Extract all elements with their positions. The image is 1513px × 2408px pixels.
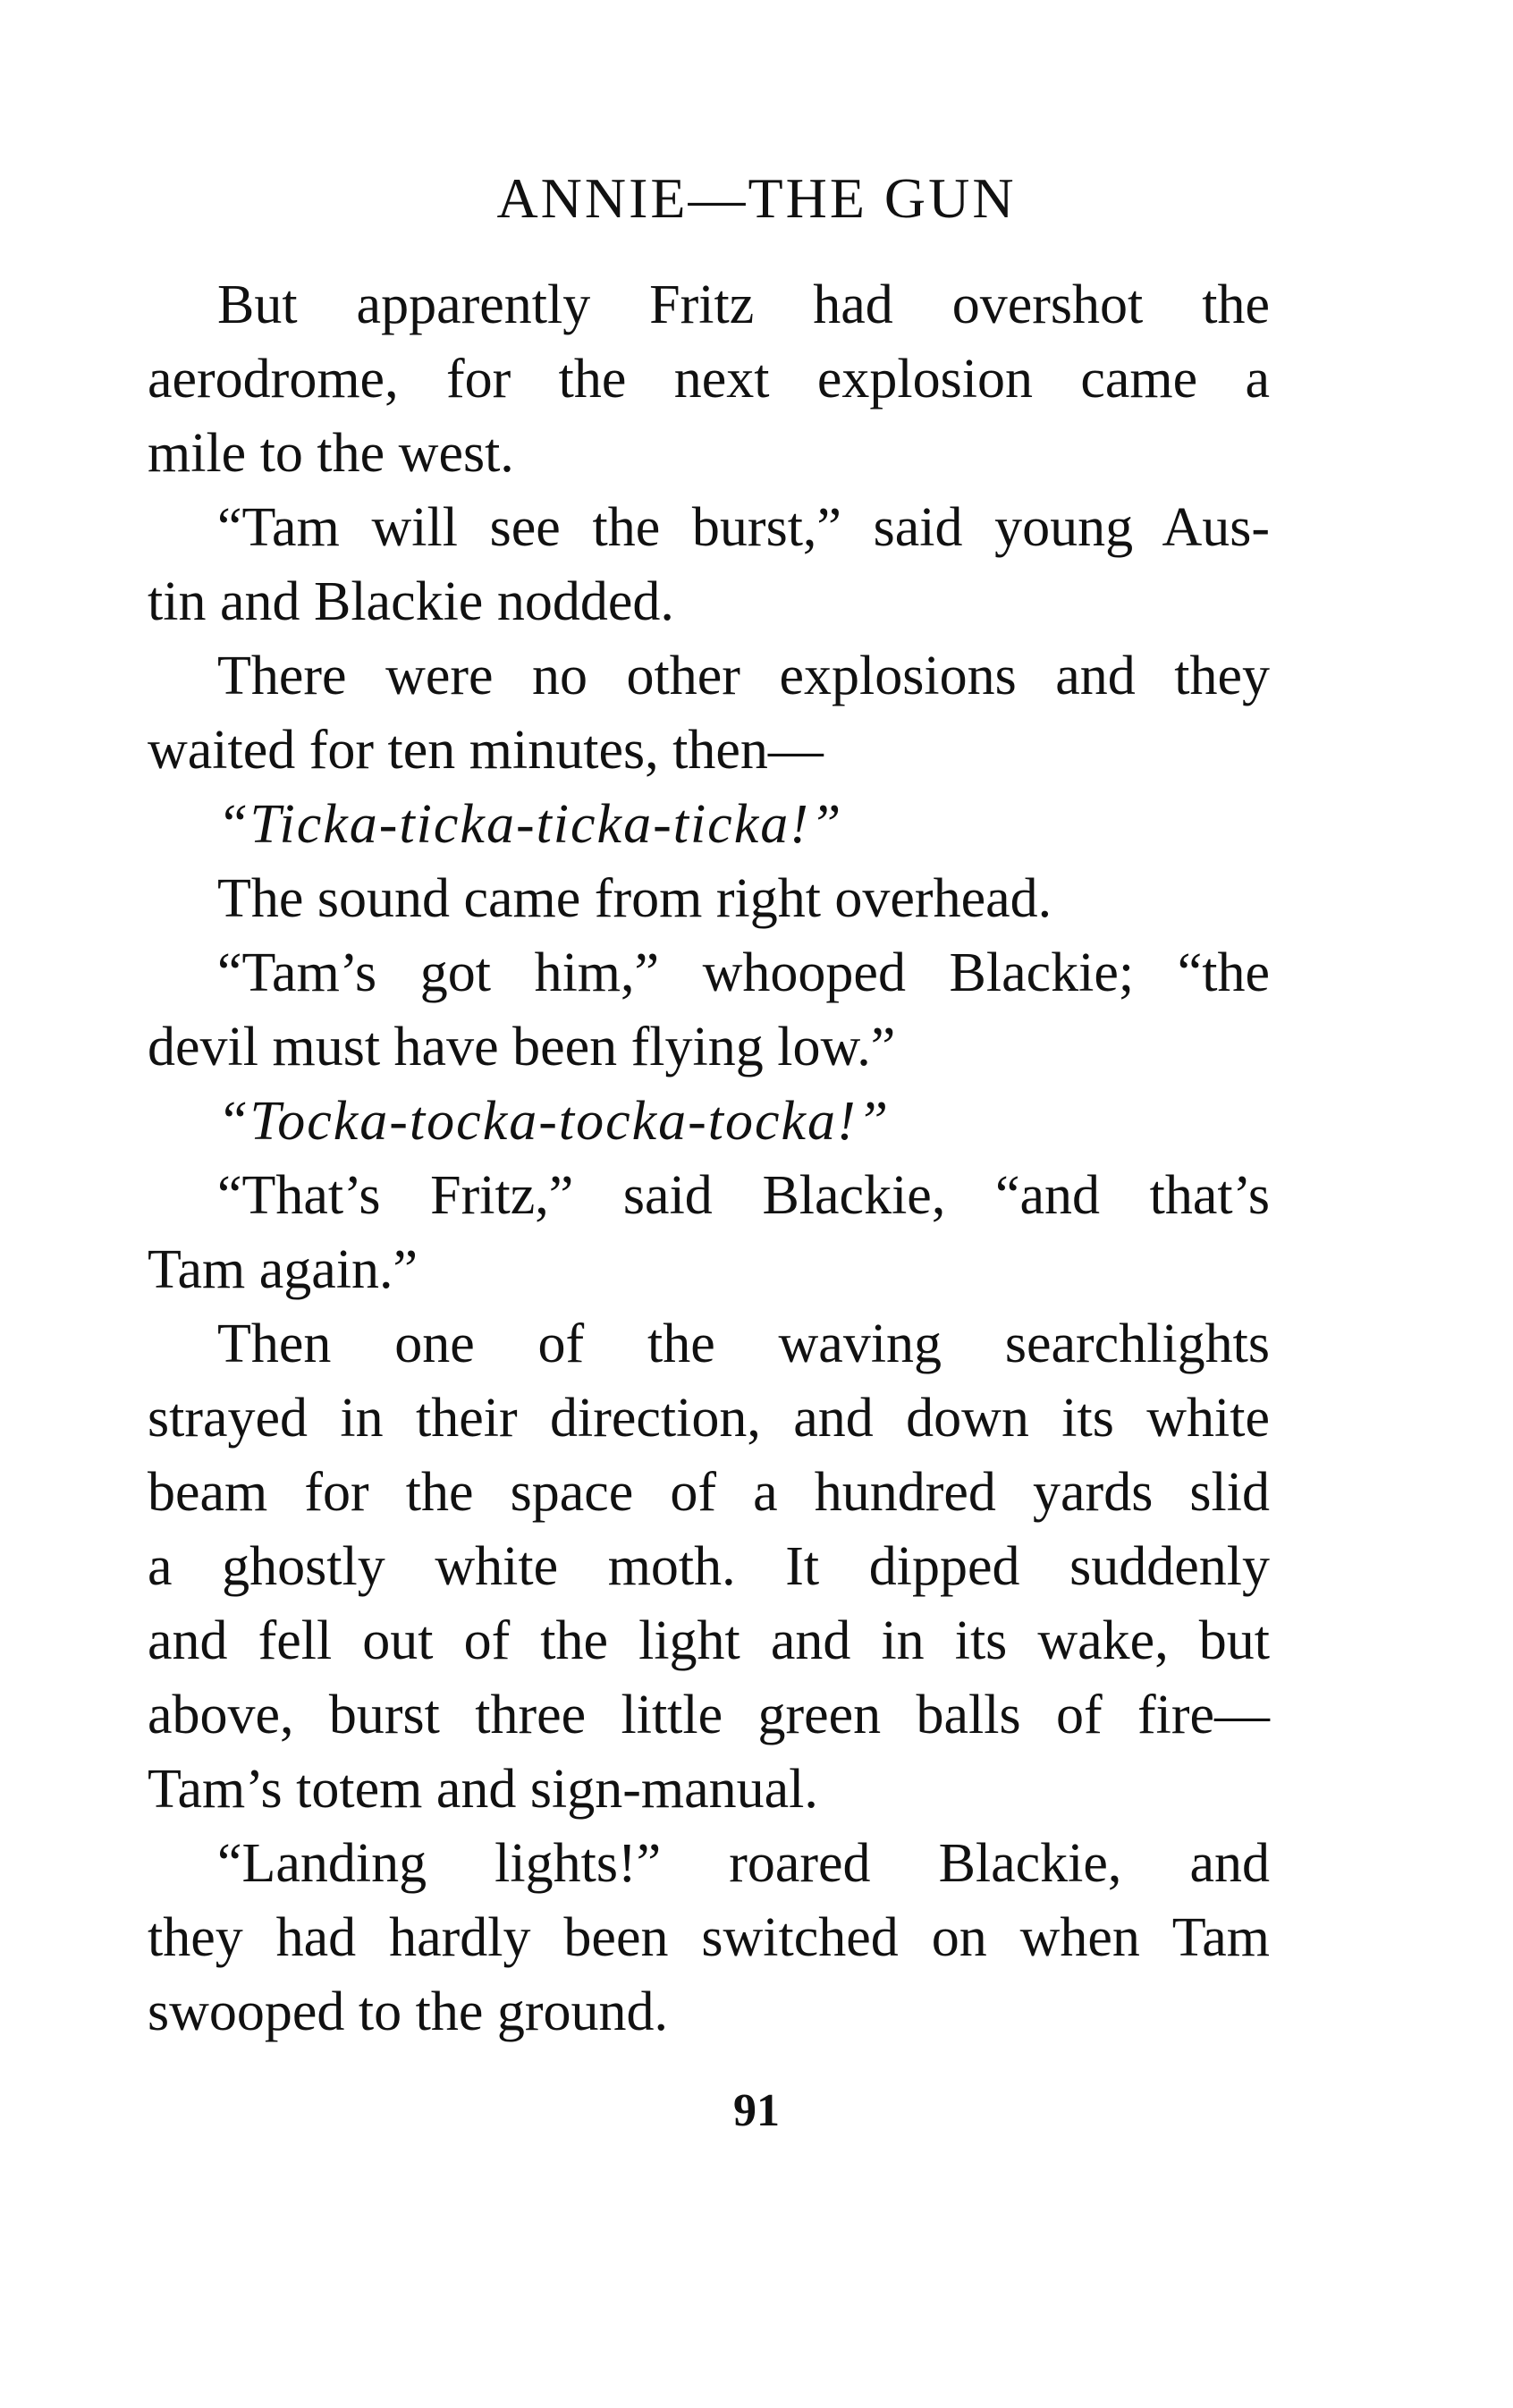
text-line: a ghostly white moth. It dipped suddenly — [148, 1536, 1270, 1597]
text-line: beam for the space of a hundred yards slid — [148, 1462, 1270, 1523]
text-line: But apparently Fritz had overshot the — [217, 275, 1270, 335]
text-line: “Tocka-tocka-tocka-tocka!” — [217, 1091, 891, 1152]
text-line: “Ticka-ticka-ticka-ticka!” — [217, 794, 843, 855]
text-line: There were no other explosions and they — [217, 646, 1270, 706]
text-line: “Tam’s got him,” whooped Blackie; “the — [217, 942, 1270, 1003]
text-line: mile to the west. — [148, 423, 514, 484]
text-line: tin and Blackie nodded. — [148, 571, 674, 632]
running-head: ANNIE—THE GUN — [496, 166, 1017, 230]
text-line: swooped to the ground. — [148, 1981, 669, 2042]
text-line: Tam’s totem and sign-manual. — [148, 1759, 818, 1820]
text-line: waited for ten minutes, then— — [148, 720, 824, 781]
text-line: Then one of the waving searchlights — [217, 1314, 1270, 1374]
text-line: “Tam will see the burst,” said young Aus- — [217, 497, 1270, 558]
text-line: aerodrome, for the next explosion came a — [148, 349, 1270, 410]
text-line: “That’s Fritz,” said Blackie, “and that’s — [217, 1165, 1270, 1226]
text-line: The sound came from right overhead. — [217, 868, 1052, 929]
body-text — [148, 268, 1270, 2049]
text-line: they had hardly been switched on when Tam — [148, 1907, 1270, 1968]
page-number: 91 — [733, 2085, 780, 2136]
text-line: and fell out of the light and in its wake, but — [148, 1610, 1270, 1671]
text-line: strayed in their direction, and down its white — [148, 1388, 1270, 1449]
text-line: devil must have been flying low.” — [148, 1017, 896, 1077]
text-line: above, burst three little green balls of fire— — [148, 1685, 1270, 1745]
text-line: “Landing lights!” roared Blackie, and — [217, 1833, 1270, 1894]
text-line: Tam again.” — [148, 1239, 418, 1300]
